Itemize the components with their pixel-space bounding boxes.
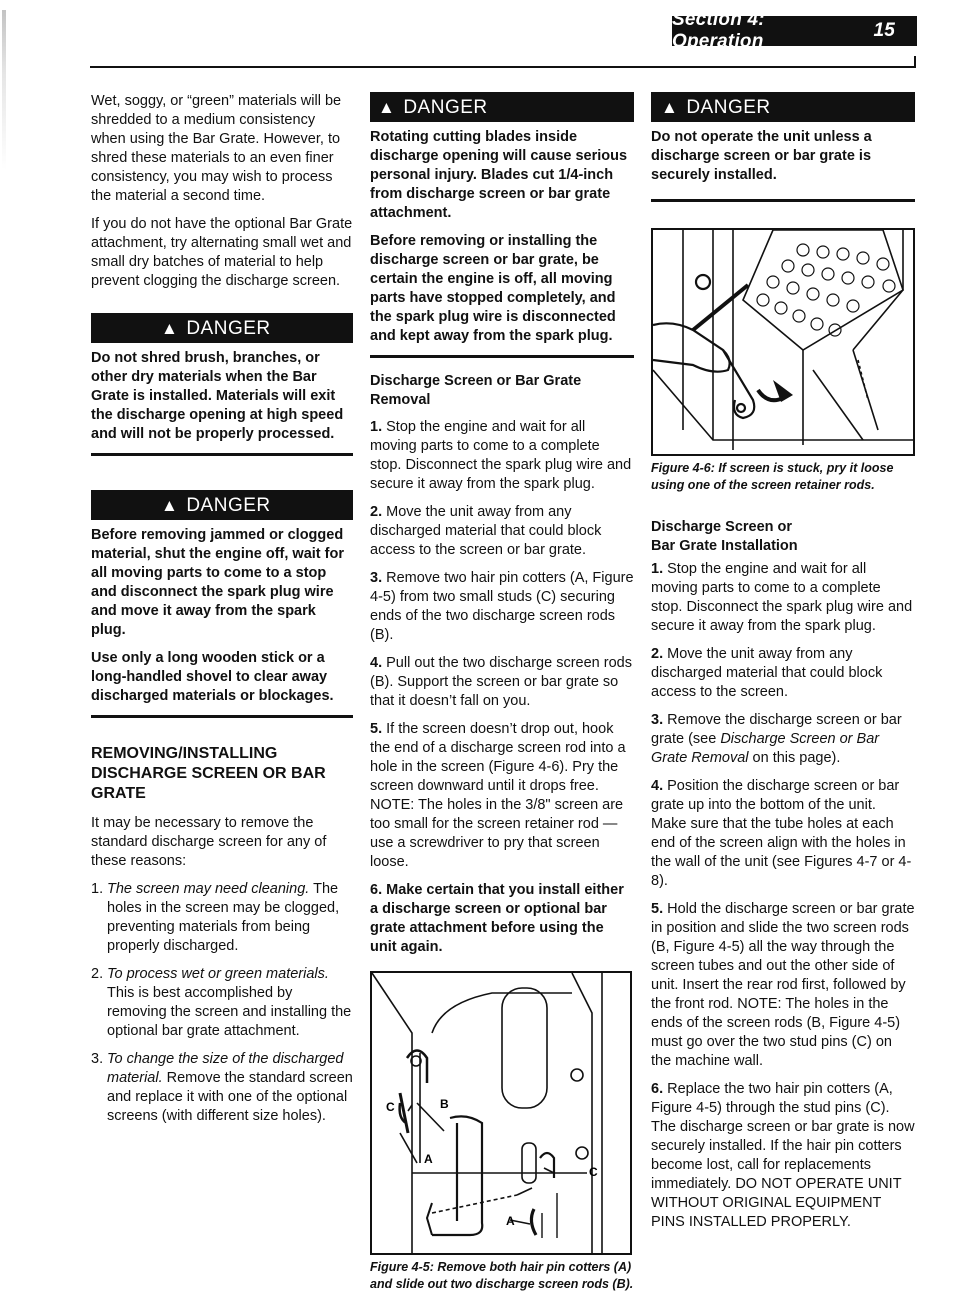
step-text: Move the unit away from any discharged material that could block access to the screen. <box>651 646 883 700</box>
list-number: 2. <box>91 966 104 982</box>
column-3 <box>651 92 915 1241</box>
danger-box-4 <box>651 92 915 202</box>
section-header <box>672 9 917 52</box>
removal-steps <box>370 418 634 957</box>
step-number: 5. <box>651 901 664 917</box>
figure-4-6 <box>651 228 915 456</box>
list-item <box>91 880 353 956</box>
step <box>370 881 634 957</box>
step-text: Remove two hair pin cotters (A, Figure 4-5) from two small studs (C) securing ends of the two discharge screen rods (B). <box>370 570 634 643</box>
list-text: Remove the standard screen and replace it with one of the optional screens (with different size holes). <box>107 1070 353 1124</box>
reasons-list <box>91 880 353 1126</box>
danger-text: Do not operate the unit unless a discharge screen or bar grate is securely installed. <box>651 129 872 183</box>
step <box>370 720 634 872</box>
warning-triangle-icon: ▲ <box>661 97 679 117</box>
step <box>370 654 634 711</box>
danger-label: DANGER <box>403 96 488 118</box>
hand-with-rod <box>653 275 754 418</box>
danger-banner <box>91 313 353 343</box>
step-text: Stop the engine and wait for all moving parts to come to a complete stop. Disconnect the spark plug wire and secure it away from the spark plug. <box>370 419 632 492</box>
list-item <box>91 965 353 1041</box>
column-1 <box>91 92 353 1135</box>
danger-text: Rotating cutting blades inside discharge opening will cause serious personal injury. Blades cut 1/4-inch from discharge screen or bar grate attachment. <box>370 129 628 221</box>
step-number: 4. <box>651 778 664 794</box>
section-title: Section 4: Operation <box>672 9 765 52</box>
danger-text: Do not shred brush, branches, or other dry materials when the Bar Grate is installed. Materials will exit the discharge opening at high speed and will not be properly processed. <box>91 350 344 442</box>
step-text: Replace the two hair pin cotters (A, Figure 4-5) through the stud pins (C). The discharge screen or bar grate is now securely installed. If the hair pin cotters become lost, call for replacements immediately. DO NOT OPERATE UNIT WITHOUT ORIGINAL EQUIPMENT PINS INSTALLED PROPERLY. <box>651 1081 915 1230</box>
label-a: A <box>424 1152 433 1166</box>
step-text: Position the discharge screen or bar grate up into the bottom of the unit. Make sure that the tube holes at each end of the screen align with the holes in the wall of the unit (see Figures 4-7 or 4-8). <box>651 778 912 889</box>
install-heading <box>651 518 915 556</box>
step <box>370 569 634 645</box>
figure-4-5 <box>370 971 632 1255</box>
figure-4-6-caption: Figure 4-6: If screen is stuck, pry it loose using one of the screen retainer rods. <box>651 461 894 492</box>
step-number: 1. <box>370 419 383 435</box>
warning-triangle-icon: ▲ <box>378 97 396 117</box>
install-heading-line-1: Discharge Screen or <box>651 519 793 535</box>
step-number: 6. <box>651 1081 664 1097</box>
step-text: Remove the discharge screen or bar grate (see <box>651 712 902 747</box>
step-number: 3. <box>651 712 664 728</box>
step-text: on this page). <box>748 750 841 766</box>
step <box>651 777 915 891</box>
label-c-top: C <box>386 1100 395 1114</box>
danger-label: DANGER <box>186 494 271 516</box>
step-text: Stop the engine and wait for all moving parts to come to a complete stop. Disconnect the spark plug wire and secure it away from the spark plug. <box>651 561 913 634</box>
step-number: 3. <box>370 570 383 586</box>
danger-banner <box>370 92 634 122</box>
list-text: This is best accomplished by removing the screen and installing the optional bar grate attachment. <box>107 985 352 1039</box>
step-text: If the screen doesn’t drop out, hook the end of a discharge screen rod into a hole in the screen (Figure 4-6). Pry the screen downward until it drops free. NOTE: The holes in the 3/8" screen are too small for the screen retainer rod — use a screwdriver to pry that screen loose. <box>370 721 626 870</box>
step-number: 1. <box>651 561 664 577</box>
danger-rule <box>91 715 353 718</box>
step-text: Make certain that you install either a discharge screen or optional bar grate attachment before using the unit again. <box>370 882 624 955</box>
step-number: 2. <box>370 504 383 520</box>
install-steps <box>651 560 915 1232</box>
danger-box-2 <box>91 490 353 718</box>
list-number: 1. <box>91 881 104 897</box>
danger-rule <box>370 355 634 358</box>
figure-4-5-illustration <box>372 973 630 1253</box>
install-heading-line-2: Bar Grate Installation <box>651 538 798 554</box>
intro-paragraph-2: If you do not have the optional Bar Grate attachment, try alternating small wet and small dry batches of material to help prevent clogging the discharge screen. <box>91 216 353 289</box>
page-number: 15 <box>873 20 895 41</box>
danger-text: Use only a long wooden stick or a long-handled shovel to clear away discharged materials or blockages. <box>91 650 334 704</box>
danger-banner <box>91 490 353 520</box>
danger-box-3 <box>370 92 634 358</box>
danger-label: DANGER <box>686 96 771 118</box>
danger-label: DANGER <box>186 317 271 339</box>
header-rule-tick <box>914 56 916 68</box>
step <box>370 503 634 560</box>
list-item <box>91 1050 353 1126</box>
section-heading: REMOVING/INSTALLING DISCHARGE SCREEN OR BAR GRATE <box>91 745 326 802</box>
label-c-bottom: C <box>589 1165 598 1179</box>
danger-rule <box>91 453 353 456</box>
figure-4-5-caption: Figure 4-5: Remove both hair pin cotters (A) and slide out two discharge screen rods (B). <box>370 1260 634 1291</box>
screen-holes <box>757 244 895 336</box>
step-text: Move the unit away from any discharged material that could block access to the screen or bar grate. <box>370 504 602 558</box>
step <box>651 900 915 1071</box>
label-b: B <box>440 1097 449 1111</box>
list-lead: The screen may need cleaning. <box>107 881 310 897</box>
header-rule <box>90 66 916 68</box>
danger-banner <box>651 92 915 122</box>
list-number: 3. <box>91 1051 104 1067</box>
label-a-bottom: A <box>506 1214 515 1228</box>
list-lead: To change the size of the discharged material. <box>107 1051 344 1086</box>
list-lead: To process wet or green materials. <box>107 966 329 982</box>
warning-triangle-icon: ▲ <box>161 318 179 338</box>
figure-4-6-illustration <box>653 230 913 454</box>
step-number: 6. <box>370 882 383 898</box>
step <box>651 645 915 702</box>
step <box>651 560 915 636</box>
list-text: The holes in the screen may be clogged, preventing materials from being properly discharged. <box>107 881 340 954</box>
section-intro: It may be necessary to remove the standard discharge screen for any of these reasons: <box>91 815 327 869</box>
step-number: 5. <box>370 721 383 737</box>
warning-triangle-icon: ▲ <box>161 495 179 515</box>
step <box>651 1080 915 1232</box>
step-number: 2. <box>651 646 664 662</box>
removal-heading: Discharge Screen or Bar Grate Removal <box>370 373 582 408</box>
column-2 <box>370 92 634 1293</box>
step-reference: Discharge Screen or Bar Grate Removal <box>651 731 880 766</box>
step <box>370 418 634 494</box>
step-number: 4. <box>370 655 383 671</box>
step-text: Pull out the two discharge screen rods (B). Support the screen or bar grate so that it doesn’t fall on you. <box>370 655 632 709</box>
scan-artifact <box>2 10 6 170</box>
danger-text: Before removing jammed or clogged material, shut the engine off, wait for all moving parts to come to a stop and disconnect the spark plug wire and move it away from the spark plug. <box>91 527 344 638</box>
step-text: Hold the discharge screen or bar grate in position and slide the two screen rods (B, Figure 4-5) all the way through the screen tubes and out the other side of unit. Insert the rear rod first, followed by the front rod. NOTE: The holes in the ends of the screen rods (B, Figure 4-5) must go over the two stud pins (C) on the machine wall. <box>651 901 915 1069</box>
danger-rule <box>651 199 915 202</box>
step <box>651 711 915 768</box>
danger-text: Before removing or installing the discharge screen or bar grate, be certain the engine is off, all moving parts have stopped completely, and the spark plug wire is disconnected and kept away from the spark plug. <box>370 233 616 344</box>
intro-paragraph-1: Wet, soggy, or “green” materials will be shredded to a medium consistency when using the Bar Grate. However, to shred these materials to an even finer consistency, you may wish to process the material a second time. <box>91 93 342 204</box>
danger-box-1 <box>91 313 353 456</box>
